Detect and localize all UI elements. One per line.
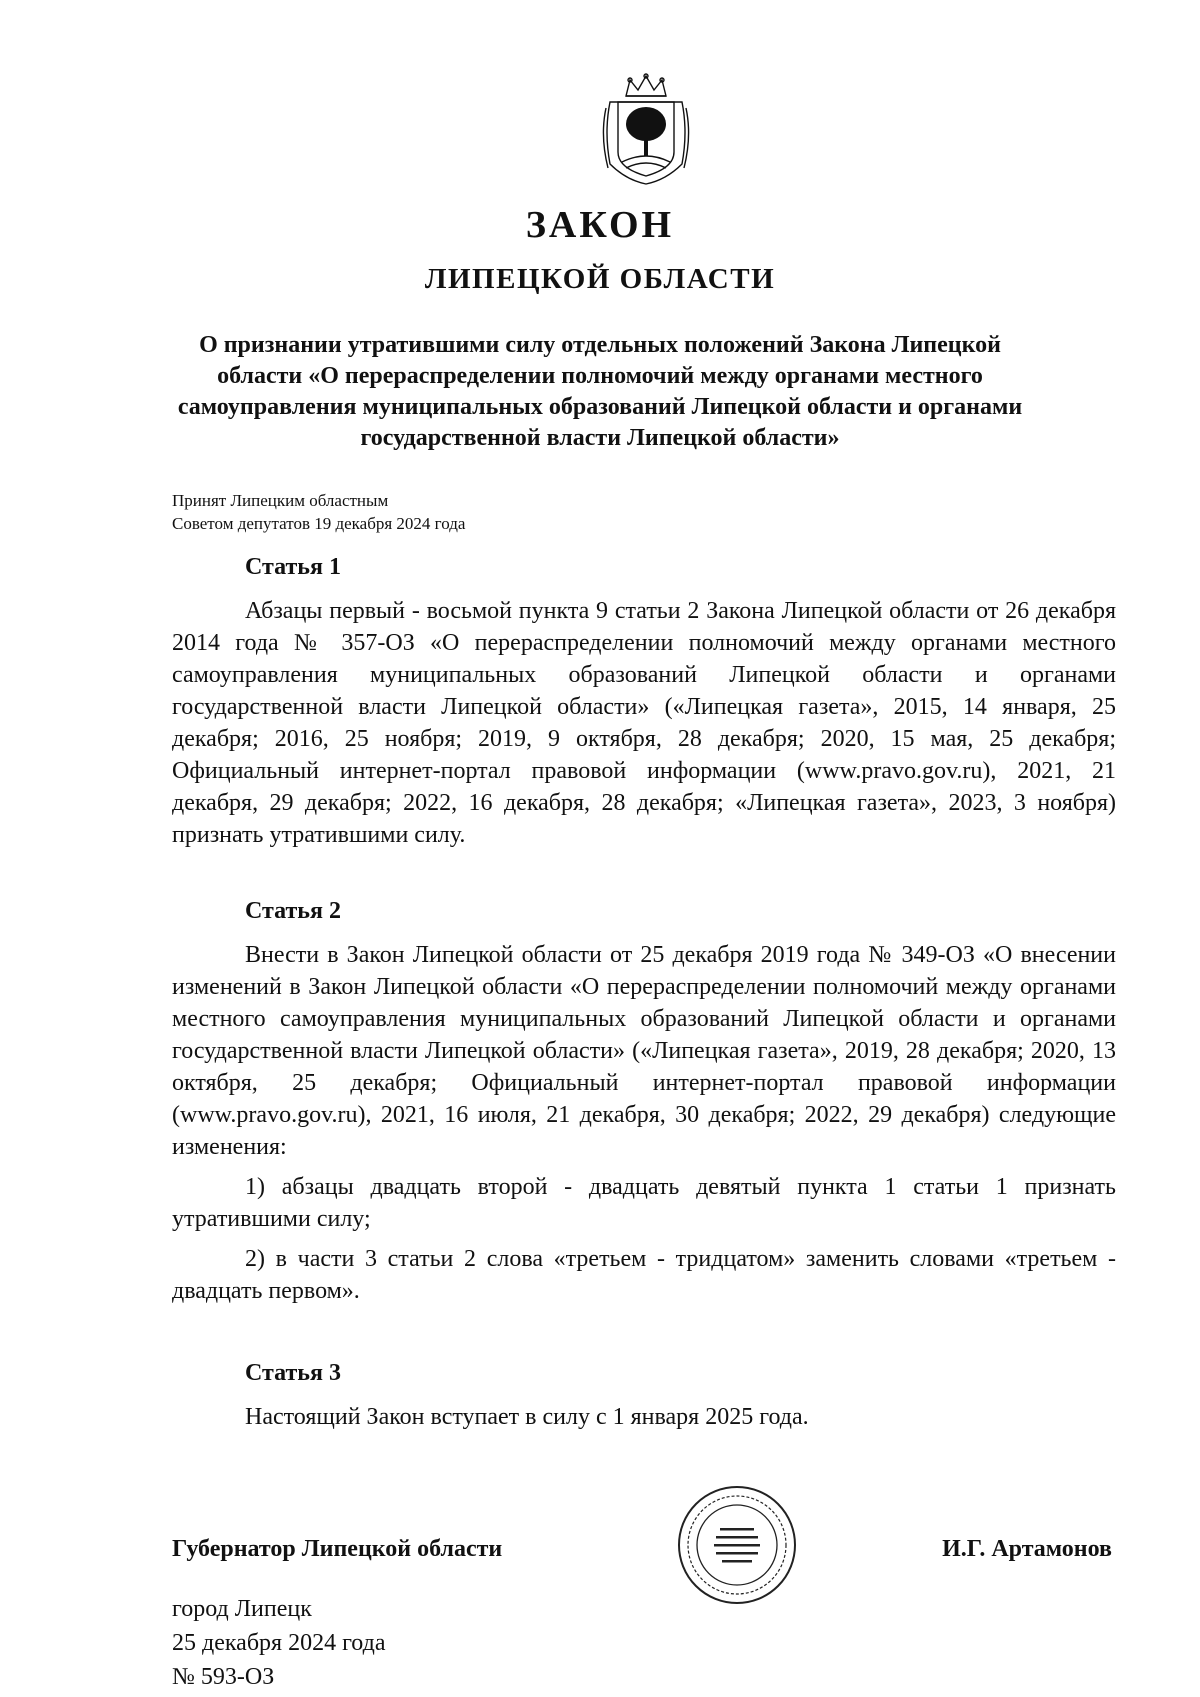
adoption-line-1: Принят Липецким областным <box>172 491 389 510</box>
article-3 <box>172 1357 1116 1433</box>
footer-date: 25 декабря 2024 года <box>172 1630 386 1656</box>
document-subtitle: ЛИПЕЦКОЙ ОБЛАСТИ <box>424 263 776 295</box>
signatory-name: И.Г. Артамонов <box>942 1536 1112 1562</box>
article-heading: Статья 1 <box>245 554 341 580</box>
footer-number: № 593-ОЗ <box>172 1664 275 1690</box>
article-1 <box>172 551 1116 851</box>
article-paragraph: 2) в части 3 статьи 2 слова «третьем - тридцатом» заменить словами «третьем - двадцать первом». <box>172 1246 1116 1304</box>
official-stamp-icon <box>672 1480 802 1610</box>
signatory-position: Губернатор Липецкой области <box>172 1536 503 1562</box>
law-name: О признании утратившими силу отдельных положений Закона Липецкой области «О перераспределении полномочий между органами местного самоуправления муниципальных образований Липецкой области и органами государственной власти Липецкой области» <box>177 332 1023 451</box>
document-footer <box>172 1592 385 1694</box>
article-paragraph: Абзацы первый - восьмой пункта 9 статьи 2 Закона Липецкой области от 26 декабря 2014 года № 357-ОЗ «О перераспределении полномочий между органами местного самоуправления муниципальных образований Липецкой области и органами государственной власти Липецкой области» («Липецкая газета», 2015, 14 января, 25 декабря; 2016, 25 ноября; 2019, 9 октября, 28 декабря; 2020, 15 мая, 25 декабря; Официальный интернет-портал правовой информации (www.pravo.gov.ru), 2021, 21 декабря, 29 декабря; 2022, 16 декабря, 28 декабря; «Липецкая газета», 2023, 3 ноября) признать утратившими силу. <box>172 598 1116 848</box>
adoption-note <box>172 489 465 535</box>
article-2 <box>172 895 1116 1307</box>
article-paragraph: Настоящий Закон вступает в силу с 1 января 2025 года. <box>245 1404 809 1430</box>
article-heading: Статья 3 <box>245 1360 341 1386</box>
coat-of-arms-icon <box>596 72 696 188</box>
article-paragraph: 1) абзацы двадцать второй - двадцать девятый пункта 1 статьи 1 признать утратившими силу; <box>172 1174 1116 1232</box>
adoption-line-2: Советом депутатов 19 декабря 2024 года <box>172 514 466 533</box>
document-title: ЗАКОН <box>525 204 675 246</box>
article-heading: Статья 2 <box>245 898 341 924</box>
footer-city: город Липецк <box>172 1596 312 1622</box>
article-paragraph: Внести в Закон Липецкой области от 25 декабря 2019 года № 349-ОЗ «О внесении изменений в Закон Липецкой области «О перераспределении полномочий между органами местного самоуправления муниципальных образований Липецкой области и органами государственной власти Липецкой области» («Липецкая газета», 2019, 28 декабря; 2020, 13 октября, 25 декабря; Официальный интернет-портал правовой информации (www.pravo.gov.ru), 2021, 16 июля, 21 декабря, 30 декабря; 2022, 29 декабря) следующие изменения: <box>172 942 1116 1160</box>
